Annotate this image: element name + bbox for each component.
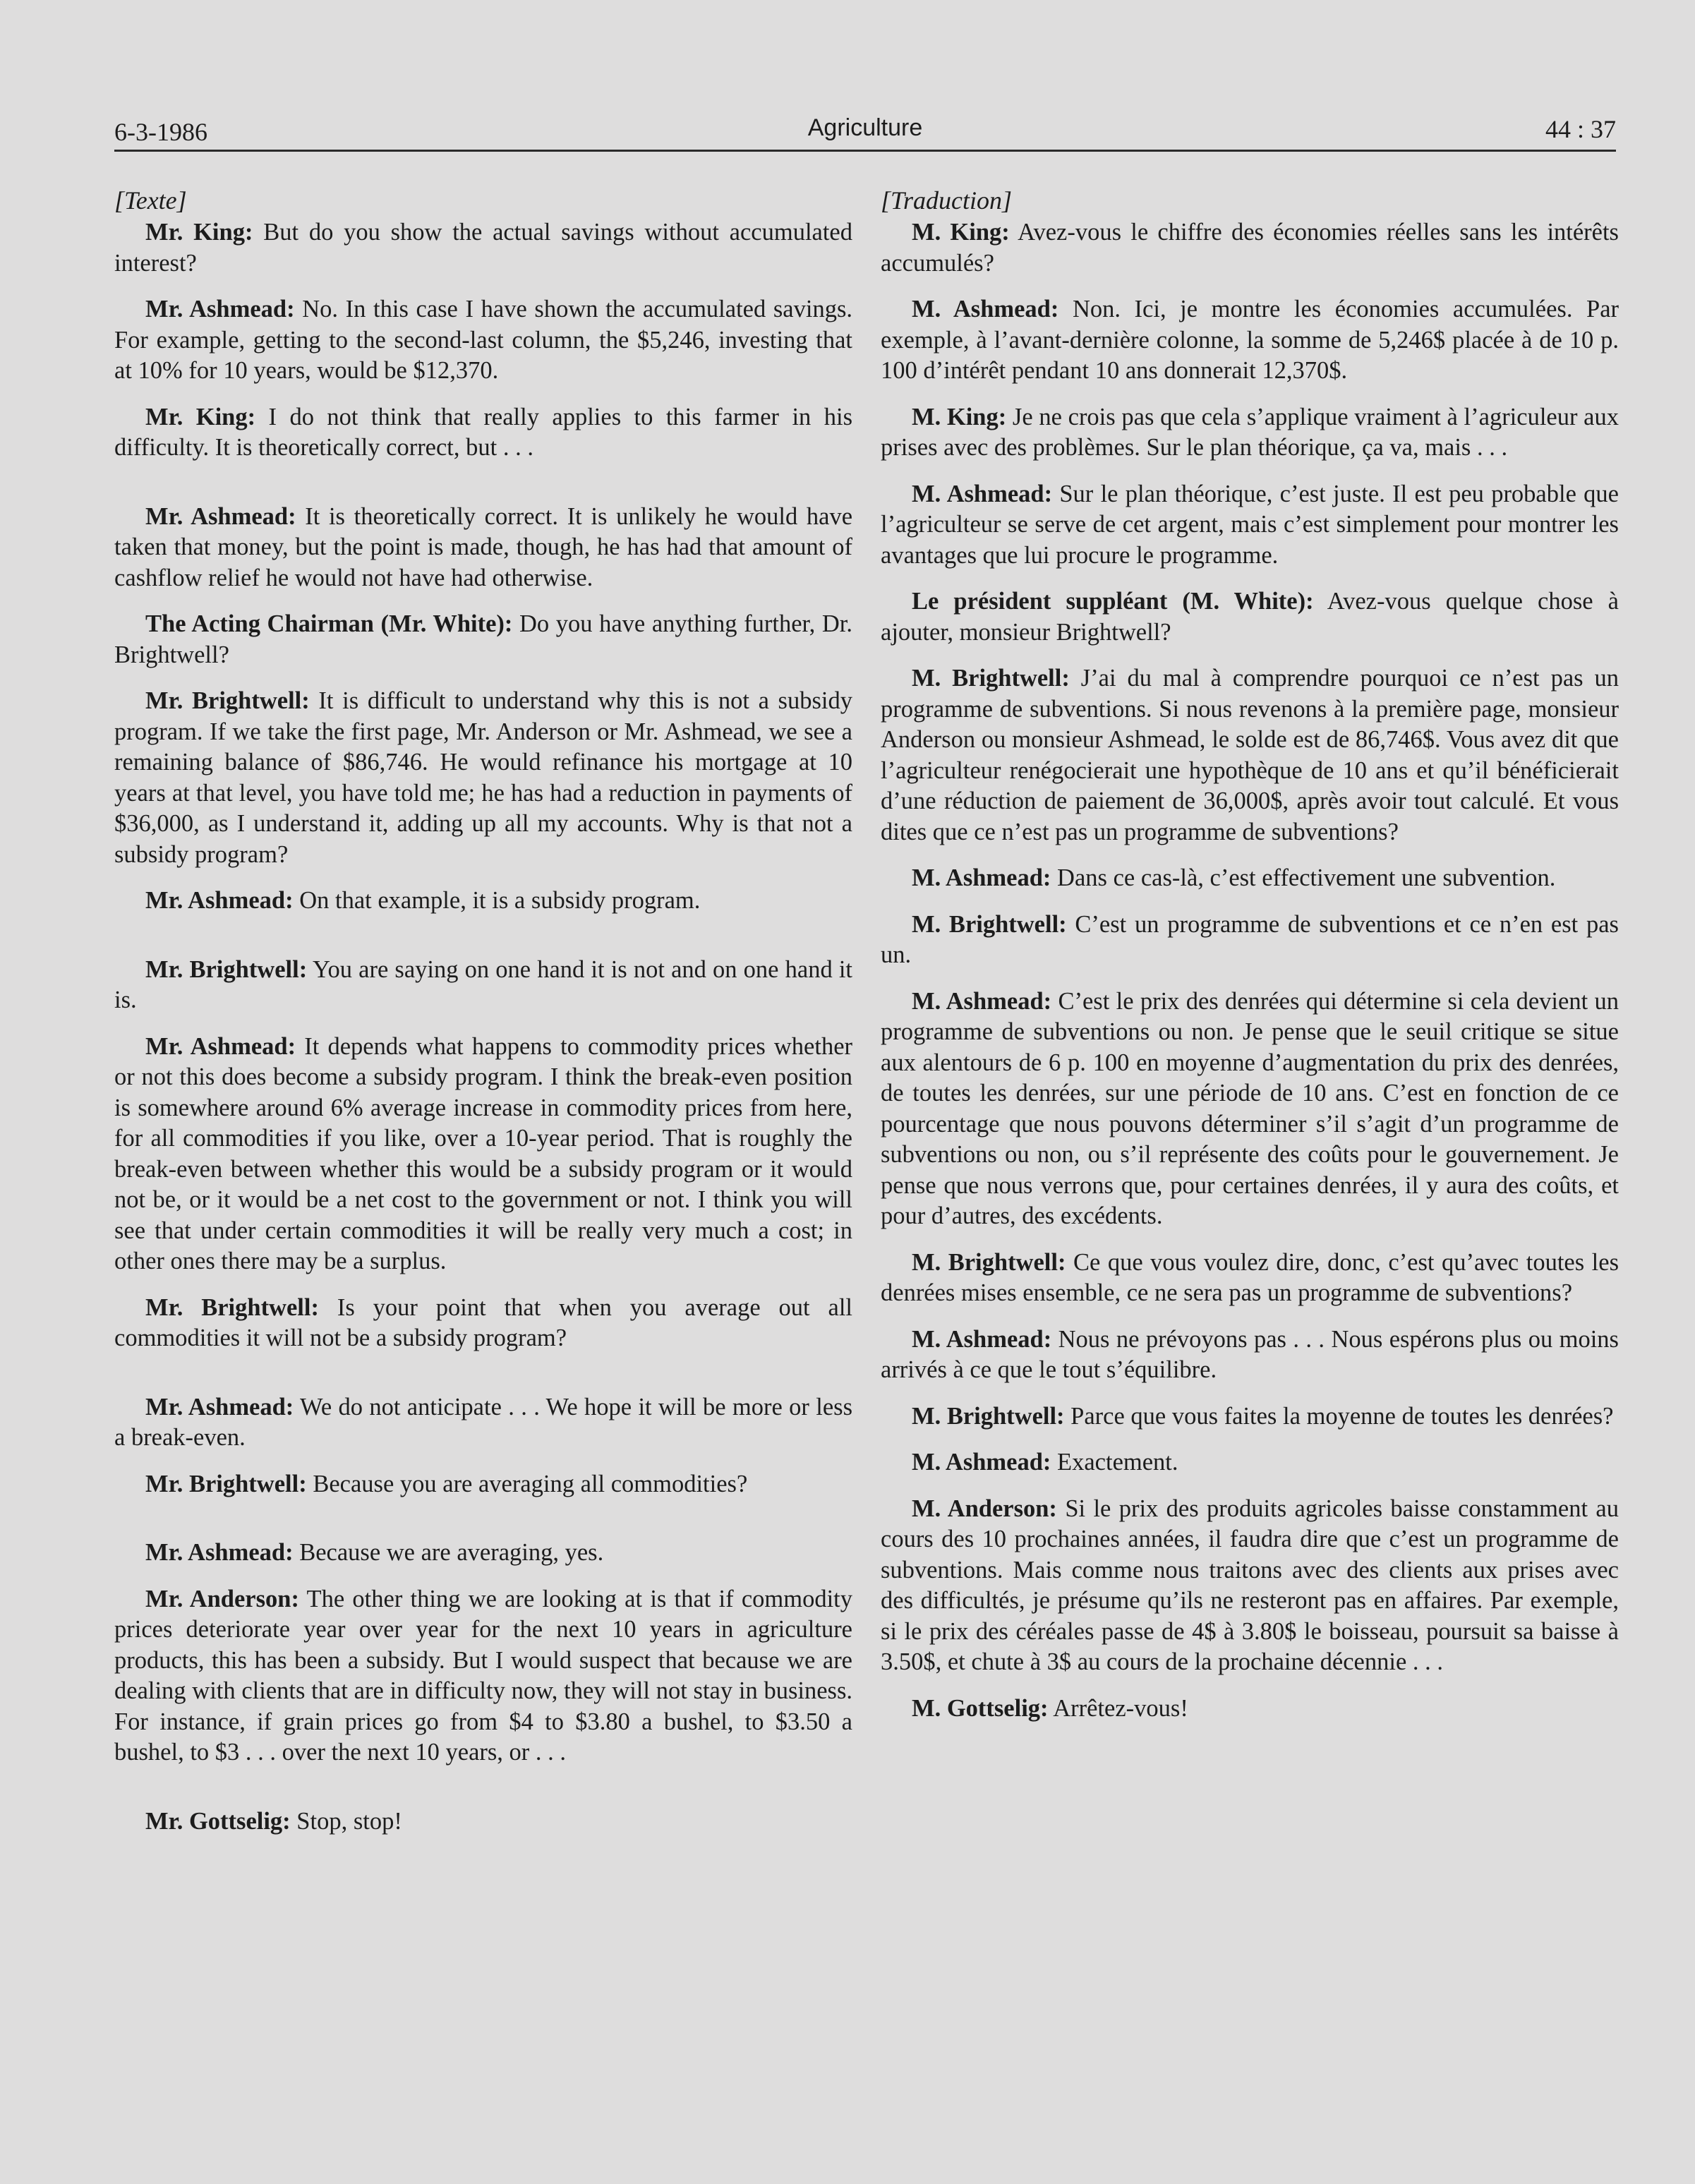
speaker: M. Anderson:	[912, 1495, 1057, 1522]
speaker: M. Ashmead:	[912, 1325, 1052, 1353]
speech: Sur le plan théorique, c’est juste. Il est peu probable que l’agriculteur se serve de cet argent, mais c’est simplement pour montrer les avantages que lui procure le programme.	[881, 480, 1619, 569]
speech: Nous ne prévoyons pas . . . Nous espérons plus ou moins arrivés à ce que le tout s’équilibre.	[881, 1325, 1619, 1383]
speaker: Mr. King:	[145, 403, 256, 430]
speaker: M. Brightwell:	[912, 1402, 1065, 1430]
paragraph	[114, 609, 852, 670]
speech: Do you have anything further, Dr. Brightwell?	[114, 610, 852, 668]
speaker: Mr. Gottselig:	[145, 1807, 291, 1835]
speaker: M. Ashmead:	[912, 987, 1052, 1015]
paragraph	[881, 1248, 1619, 1309]
speech: Si le prix des produits agricoles baisse constamment au cours des 10 prochaines années, il faudra dire que c’est un programme de subventions. Mais comme nous traitons avec des clients aux prises avec des difficultés, je présume qu’ils ne resteront pas en affaires. Par exemple, si le prix des céréales passe de 4$ à 3.80$ le boisseau, poursuit sa baisse à 3.50$, et chute à 3$ au cours de la prochaine décennie . . .	[881, 1495, 1619, 1675]
speaker: Mr. Brightwell:	[145, 1470, 307, 1497]
paragraph	[881, 402, 1619, 464]
speech: But do you show the actual savings without accumulated interest?	[114, 219, 852, 277]
speech: Avez-vous le chiffre des économies réelles sans les intérêts accumulés?	[881, 219, 1619, 277]
english-column	[114, 185, 852, 1852]
speech: It is theoretically correct. It is unlikely he would have taken that money, but the point is made, though, he has had that amount of cashflow relief he would not have had otherwise.	[114, 502, 853, 591]
paragraph	[881, 217, 1619, 279]
speech: Stop, stop!	[290, 1807, 402, 1835]
speaker: Mr. Ashmead:	[145, 502, 296, 530]
speech: Exactement.	[1051, 1449, 1178, 1476]
header-title: Agriculture	[807, 114, 923, 141]
speaker: M. King:	[912, 219, 1010, 246]
texte-tag: [Texte]	[114, 186, 187, 215]
paragraph	[881, 863, 1619, 894]
speaker: M. King:	[912, 403, 1007, 430]
speaker: Mr. Ashmead:	[145, 1539, 294, 1566]
paragraph	[114, 1806, 852, 1838]
header-date: 6-3-1986	[114, 118, 207, 146]
paragraph	[114, 502, 852, 594]
speaker: Le président suppléant (M. White):	[912, 588, 1314, 615]
speaker: Mr. Brightwell:	[145, 955, 308, 983]
paragraph	[114, 1584, 852, 1768]
speech: Ce que vous voulez dire, donc, c’est qu’avec toutes les denrées mises ensemble, ce ne sera pas un programme de subventions?	[881, 1248, 1619, 1306]
paragraph	[881, 1401, 1619, 1432]
speech: You are saying on one hand it is not and on one hand it is.	[114, 955, 852, 1013]
paragraph	[881, 1694, 1619, 1725]
speech: Je ne crois pas que cela s’applique vraiment à l’agriculeur aux prises avec des problèmes. Sur le plan théorique, ça va, mais . . .	[881, 403, 1619, 461]
paragraph	[881, 294, 1619, 387]
header-page-number: 44 : 37	[1545, 115, 1616, 143]
traduction-tag: [Traduction]	[881, 186, 1013, 215]
speech: Because you are averaging all commodities?	[306, 1470, 748, 1497]
speech: I do not think that really applies to this farmer in his difficulty. It is theoretically correct, but . . .	[114, 403, 852, 461]
speaker: M. Brightwell:	[912, 665, 1070, 692]
speaker: Mr. Ashmead:	[145, 296, 295, 322]
page-header	[114, 110, 1616, 152]
paragraph	[114, 1469, 852, 1500]
paragraph	[881, 1447, 1619, 1478]
speaker: Mr. Ashmead:	[145, 887, 294, 914]
paragraph	[114, 1538, 852, 1569]
paragraph	[114, 217, 852, 279]
speaker: Mr. Ashmead:	[145, 1032, 296, 1060]
speech: J’ai du mal à comprendre pourquoi ce n’est pas un programme de subventions. Si nous revenons à la première page, monsieur Anderson ou monsieur Ashmead, le solde est de 86,746$. Vous avez dit que l’agriculteur renégocierait une hypothèque de 10 ans et qu’il bénéficierait d’une réduction de paiement de 36,000$, après avoir tout calculé. Et vous dites que ce n’est pas un programme de subventions?	[881, 665, 1619, 845]
speech: No. In this case I have shown the accumulated savings. For example, getting to the second-last column, the $5,246, investing that at 10% for 10 years, would be $12,370.	[114, 296, 852, 384]
paragraph	[114, 294, 852, 387]
speaker: M. Ashmead:	[912, 864, 1051, 891]
speech: The other thing we are looking at is that if commodity prices deteriorate year over year for the next 10 years in agriculture products, this has been a subsidy. But I would suspect that because we are dealing with clients that are in difficulty now, they will not stay in business. For instance, if grain prices go from $4 to $3.80 a bushel, to $3.50 a bushel, to $3 . . . over the next 10 years, or . . .	[114, 1585, 852, 1766]
paragraph	[114, 886, 852, 917]
speech: C’est un programme de subventions et ce n’en est pas un.	[881, 910, 1619, 968]
speech: Non. Ici, je montre les économies accumulées. Par exemple, à l’avant-dernière colonne, la somme de 5,246$ placée à de 10 p. 100 d’intérêt pendant 10 ans donnerait 12,370$.	[881, 296, 1619, 384]
paragraph	[881, 1325, 1619, 1386]
speaker: M. Ashmead:	[912, 296, 1059, 322]
speaker: M. Brightwell:	[912, 910, 1067, 938]
speech: It is difficult to understand why this is not a subsidy program. If we take the first page, Mr. Anderson or Mr. Ashmead, we see a remaining balance of $86,746. He would refinance his mortgage at 10 years at that level, you have told me; he has had a reduction in payments of $36,000, as I understand it, adding up all my accounts. Why is that not a subsidy program?	[114, 687, 852, 868]
speaker: Mr. Brightwell:	[145, 687, 310, 714]
speaker: M. Brightwell:	[912, 1248, 1066, 1276]
paragraph	[881, 910, 1619, 971]
paragraph	[114, 1293, 852, 1354]
speaker: The Acting Chairman (Mr. White):	[145, 610, 513, 637]
paragraph	[881, 987, 1619, 1232]
paragraph	[881, 1494, 1619, 1678]
speech: It depends what happens to commodity prices whether or not this does become a subsidy program. I think the break-even position is somewhere around 6% average increase in commodity prices from here, for all commodities if you like, over a 10-year period. That is roughly the break-even between whether this would be a subsidy program or it would not be, or it would be a net cost to the government or not. I think you will see that under certain commodities it will be really very much a cost; in other ones there may be a surplus.	[114, 1032, 853, 1274]
speaker: Mr. King:	[145, 219, 253, 246]
speaker: Mr. Brightwell:	[145, 1293, 319, 1321]
french-column	[881, 185, 1619, 1739]
speaker: Mr. Anderson:	[145, 1585, 299, 1612]
speaker: Mr. Ashmead:	[145, 1393, 294, 1420]
speech: Dans ce cas-là, c’est effectivement une subvention.	[1051, 864, 1556, 891]
paragraph	[114, 1032, 852, 1277]
speech: We do not anticipate . . . We hope it will be more or less a break-even.	[114, 1393, 853, 1451]
speaker: M. Ashmead:	[912, 1449, 1051, 1476]
paragraph	[114, 402, 852, 464]
speech: Is your point that when you average out all commodities it will not be a subsidy program?	[114, 1293, 853, 1351]
paragraph	[881, 479, 1619, 572]
speech: Parce que vous faites la moyenne de toutes les denrées?	[1064, 1402, 1614, 1430]
speech: Arrêtez-vous!	[1048, 1694, 1188, 1722]
paragraph	[881, 663, 1619, 847]
speech: Avez-vous quelque chose à ajouter, monsieur Brightwell?	[881, 588, 1619, 646]
paragraph	[114, 686, 852, 870]
paragraph	[114, 1392, 852, 1454]
paragraph	[114, 955, 852, 1016]
speech: C’est le prix des denrées qui détermine si cela devient un programme de subventions ou non. Je pense que le seuil critique se situe aux alentours de 6 p. 100 en moyenne d’augmentation du prix des denrées, de toutes les denrées, sur une période de 10 ans. C’est en fonction de ce pourcentage que nous pouvons déterminer s’il s’agit d’un programme de subventions ou non, ou s’il représente des coûts pour le gouvernement. Je pense que nous verrons que, pour certaines denrées, il y aura des coûts, et pour d’autres, des excédents.	[881, 987, 1619, 1229]
speaker: M. Gottselig:	[912, 1694, 1049, 1722]
paragraph	[881, 586, 1619, 648]
speech: Because we are averaging, yes.	[293, 1539, 604, 1566]
speaker: M. Ashmead:	[912, 480, 1053, 507]
speech: On that example, it is a subsidy program.	[293, 887, 701, 914]
